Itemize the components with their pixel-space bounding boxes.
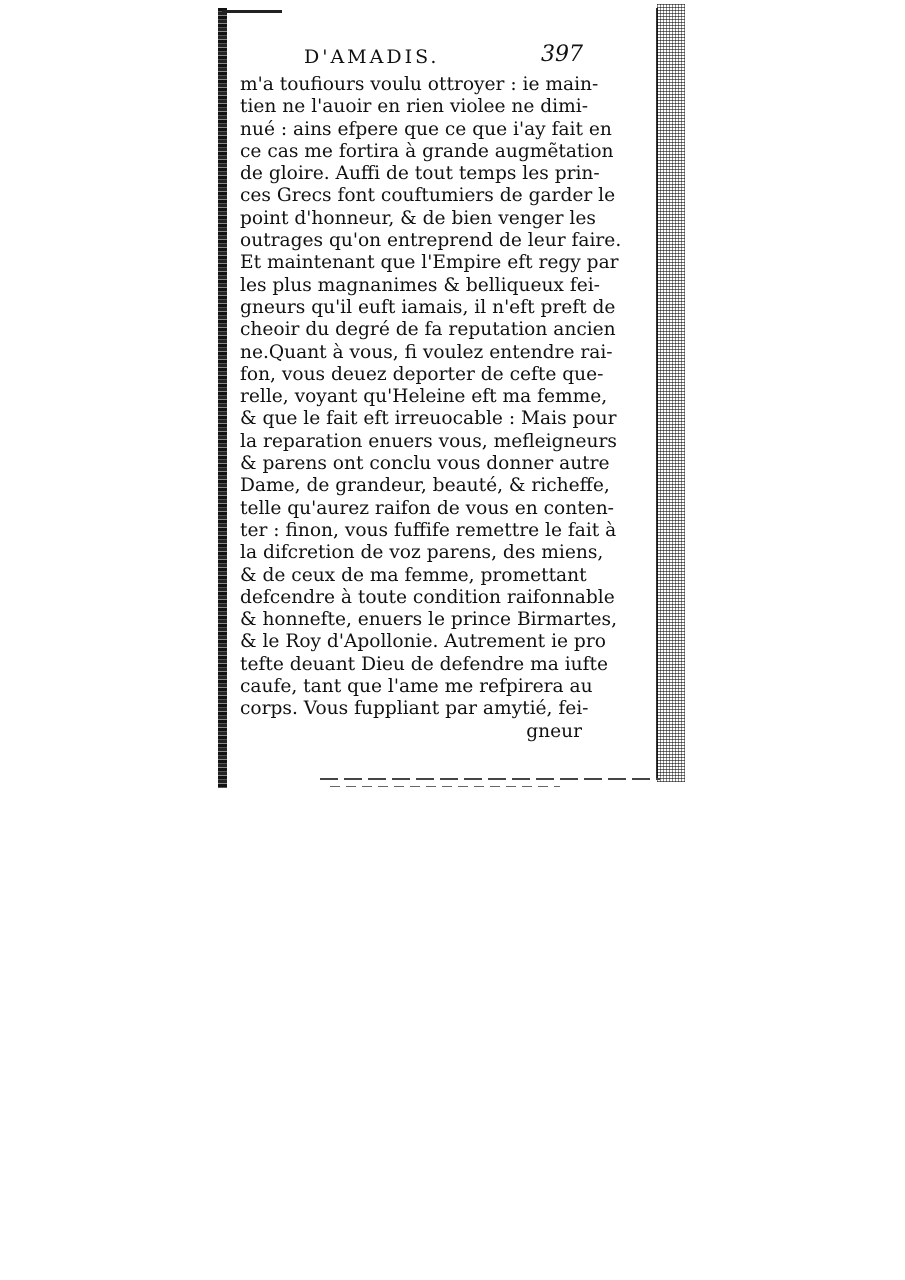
- text-line: de gloire. Auffi de tout temps les prin-: [240, 163, 600, 185]
- text-line: tien ne l'auoir en rien violee ne dimi-: [240, 96, 588, 118]
- text-line: & que le fait eft irreuocable : Mais pour: [240, 408, 617, 430]
- text-line: defcendre à toute condition raifonnable: [240, 586, 615, 608]
- text-line: les plus magnanimes & belliqueux fei-: [240, 274, 600, 296]
- text-line: tefte deuant Dieu de defendre ma iufte: [240, 653, 609, 675]
- text-line: m'a toufiours voulu ottroyer : ie main-: [240, 74, 599, 95]
- text-line: corps. Vous fuppliant par amytié, fei-: [240, 698, 589, 720]
- text-line: la difcretion de voz parens, des miens,: [240, 542, 604, 564]
- text-line: la reparation enuers vous, mefleigneurs: [240, 430, 617, 452]
- bottom-edge: [320, 778, 660, 780]
- text-line: outrages qu'on entreprend de leur faire.: [240, 230, 622, 252]
- text-line: nué : ains efpere que ce que i'ay fait en: [240, 118, 612, 140]
- text-line: caufe, tant que l'ame me refpirera au: [240, 676, 593, 698]
- text-line: ces Grecs font couftumiers de garder le: [240, 185, 616, 207]
- bottom-edge-shadow: [330, 786, 560, 787]
- text-line: & parens ont conclu vous donner autre: [240, 453, 610, 475]
- binding-edge: [218, 8, 227, 788]
- running-title: D'AMADIS.: [304, 46, 440, 68]
- binding-edge-top: [222, 10, 282, 13]
- text-line: & honnefte, enuers le prince Birmartes,: [240, 609, 617, 631]
- text-line: ne.Quant à vous, fi voulez entendre rai-: [240, 341, 613, 363]
- text-line: & le Roy d'Apollonie. Autrement ie pro: [240, 631, 606, 653]
- text-line: Dame, de grandeur, beauté, & richeffe,: [240, 475, 610, 497]
- text-line: cheoir du degré de fa reputation ancien: [240, 319, 616, 341]
- text-line: telle qu'aurez raifon de vous en conten-: [240, 497, 614, 519]
- text-line: point d'honneur, & de bien venger les: [240, 207, 596, 229]
- text-line: fon, vous deuez deporter de cefte que-: [240, 363, 604, 385]
- text-line: gneurs qu'il euft iamais, il n'eft preft de: [240, 296, 616, 318]
- text-line: Et maintenant que l'Empire eft regy par: [240, 252, 619, 274]
- text-line: ter : finon, vous fuffife remettre le fait à: [240, 519, 617, 541]
- page-header: [240, 42, 585, 72]
- text-line: & de ceux de ma femme, promettant: [240, 564, 587, 586]
- body-text: [240, 74, 622, 743]
- page-number: 397: [541, 42, 583, 67]
- text-line: ce cas me fortira à grande augmẽtation: [240, 140, 614, 162]
- catchword: gneur: [526, 720, 582, 742]
- text-line: relle, voyant qu'Heleine eft ma femme,: [240, 386, 608, 408]
- fore-edge: [657, 4, 685, 782]
